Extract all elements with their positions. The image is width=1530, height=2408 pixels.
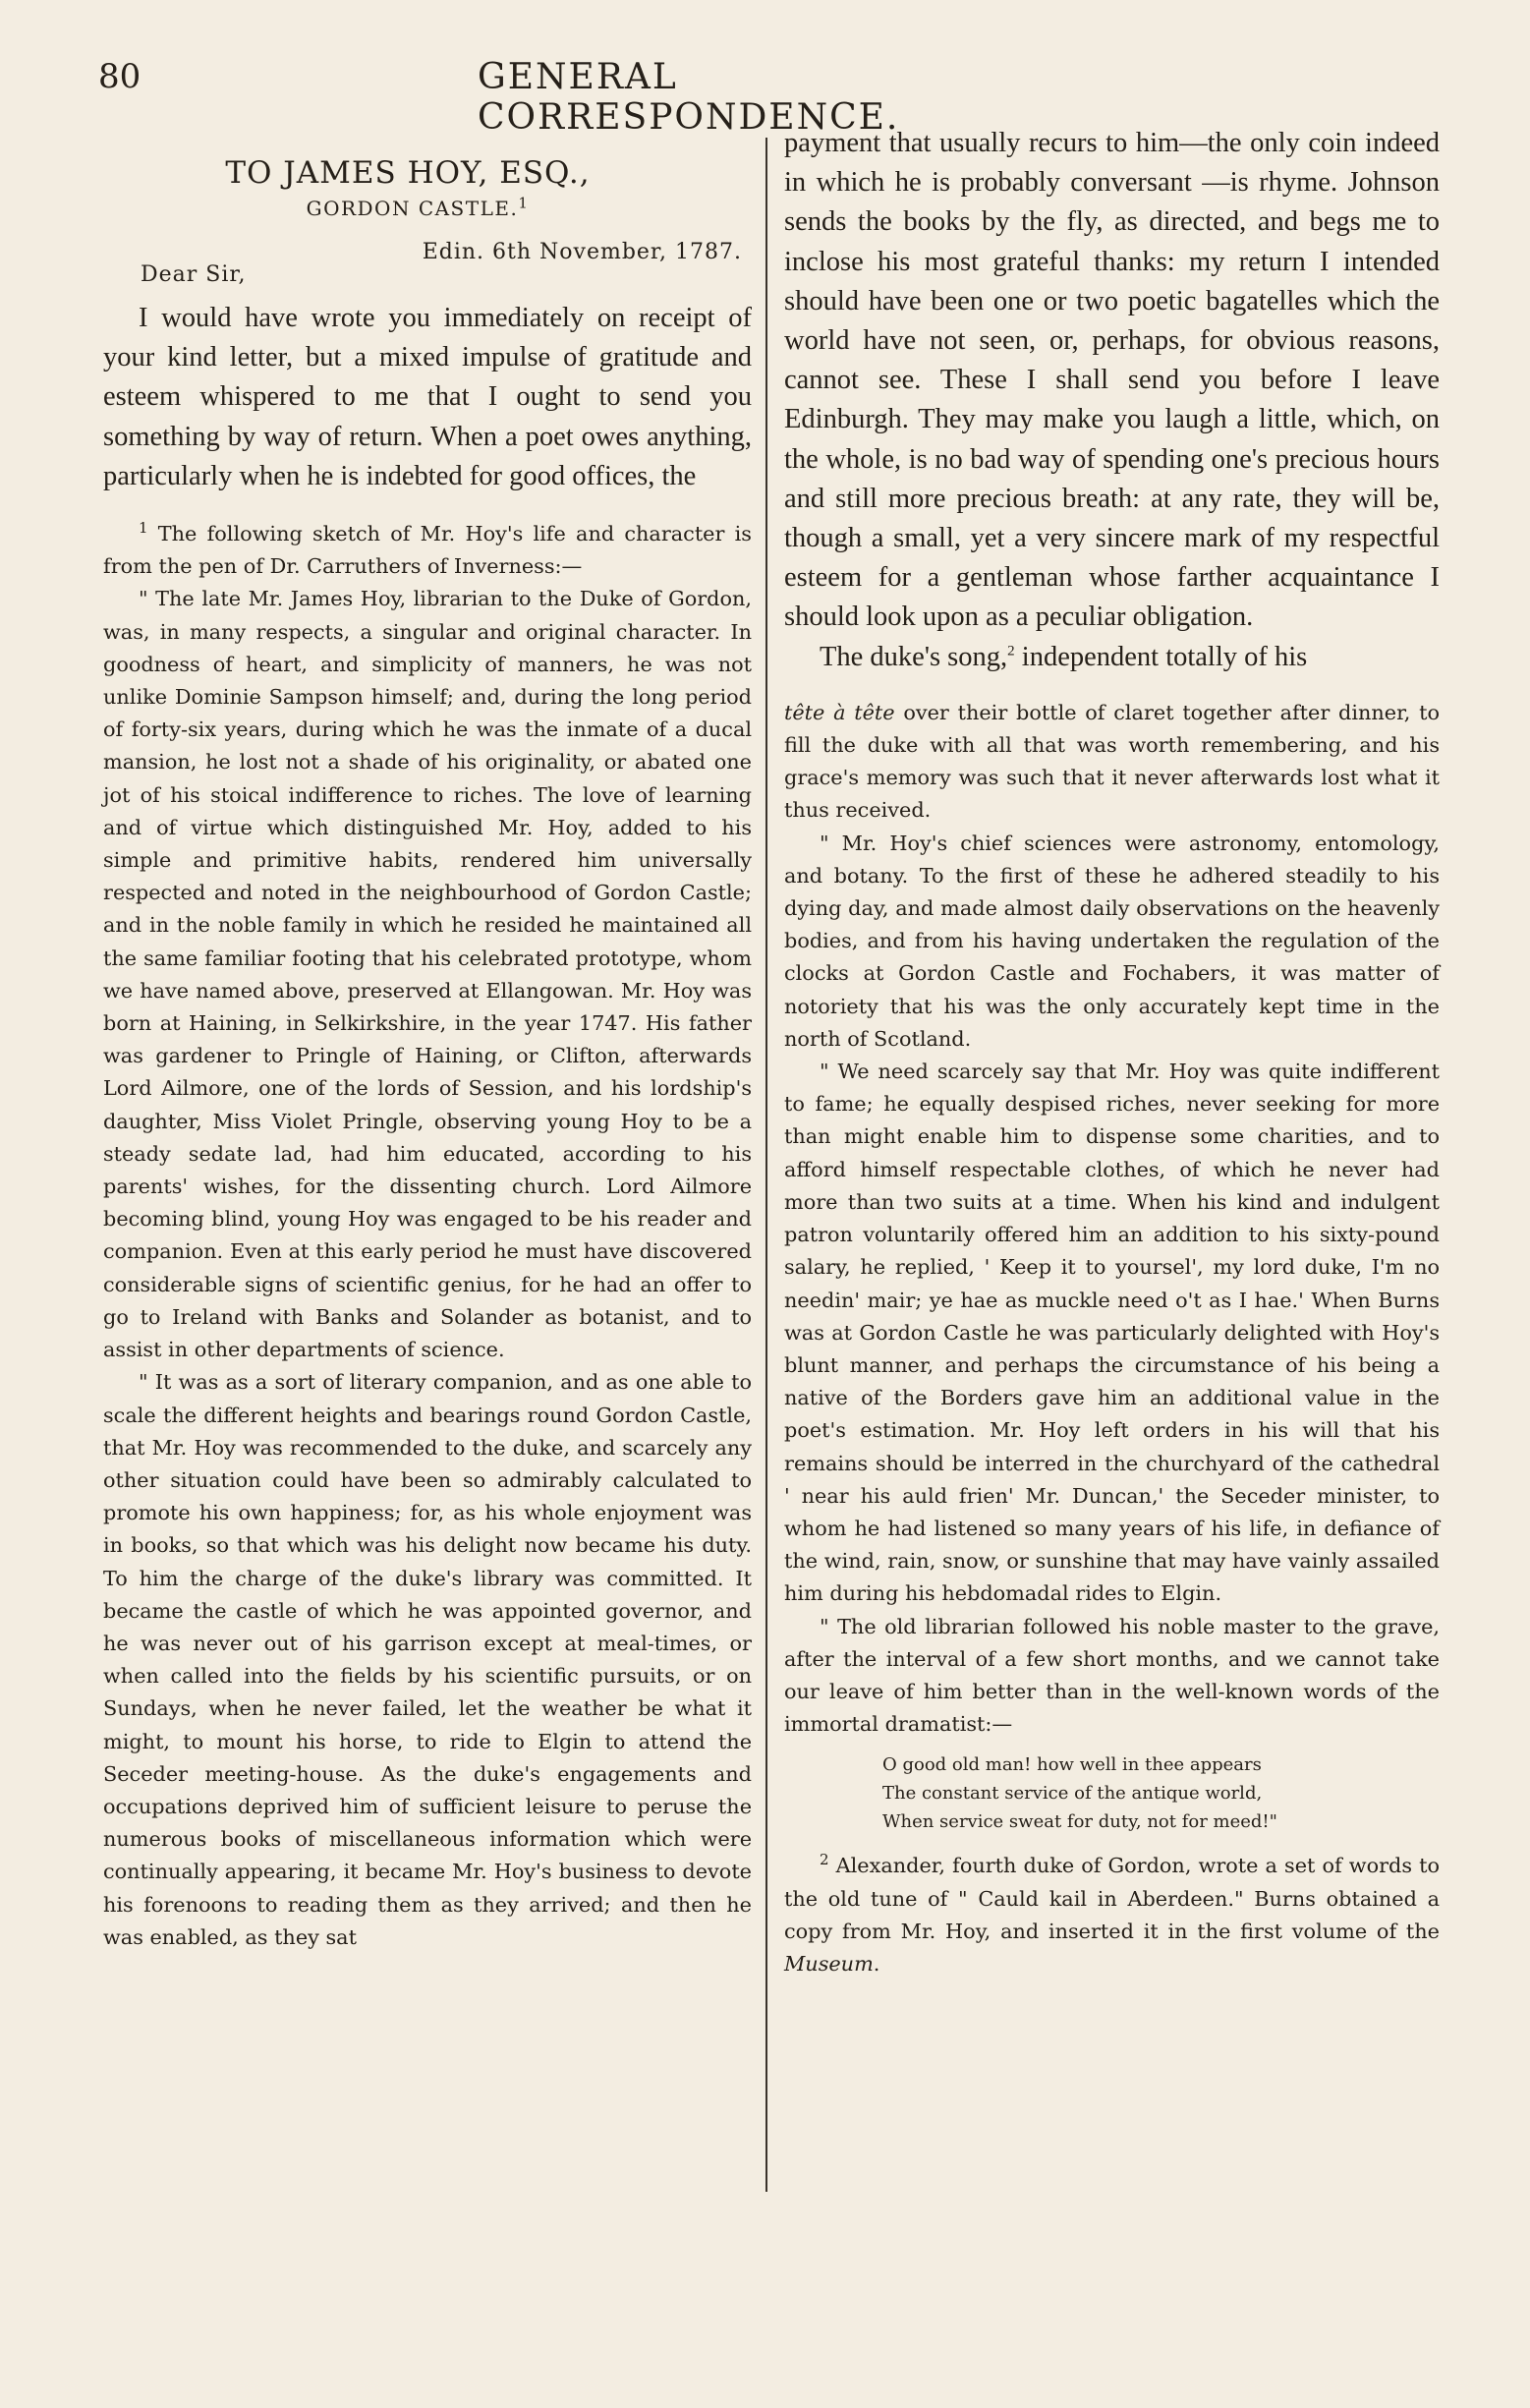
letter-dateline: Edin. 6th November, 1787. xyxy=(422,240,742,264)
page-header xyxy=(98,57,1081,138)
tete-a-tete: tête à tête xyxy=(784,700,895,724)
footnote-2 xyxy=(784,1850,1440,1980)
page-number: 80 xyxy=(98,57,142,96)
verse-line: O good old man! how well in thee appears xyxy=(882,1754,1262,1776)
footnote-2-mark: 2 xyxy=(820,1851,829,1869)
letter-title: TO JAMES HOY, ESQ., xyxy=(225,155,591,191)
left-column xyxy=(103,128,752,1954)
duke-song-text: The duke's song, xyxy=(820,641,1008,672)
letter-body-left: I would have wrote you immediately on receipt of your kind letter, but a mixed impulse of gratitude and esteem whispered to me that I ought to send you something by way of return. When a poet owes anything, particularly when he is indebted for good offices, the xyxy=(103,303,752,491)
letter-subtitle-text: GORDON CASTLE. xyxy=(306,197,519,220)
footnote-1-paragraph-2: " It was as a sort of literary companion, and as one able to scale the different heights and bearings round Gordon Castle, that Mr. Hoy was recommended to the duke, and scarcely any other situation could have been so admirably calculated to promote his own happiness; for, as his whole enjoyment was in books, so that which was his delight now became his duty. To him the charge of the duke's library was committed. It became the castle of which he was appointed governor, and he was never out of his garrison except at meal-times, or when called into the fields by his scientific pursuits, or on Sundays, when he never failed, let the weather be what it might, to mount his horse, to ride to Elgin to attend the Seceder meeting-house. As the duke's engagements and occupations deprived him of sufficient leisure to peruse the numerous books of miscellaneous information which were continually appearing, it became Mr. Hoy's business to devote his forenoons to reading them as they arrived; and then he was enabled, as they sat xyxy=(103,1370,752,1949)
letter-body-right: payment that usually recurs to him—the only coin indeed in which he is probably conversant —is rhyme. Johnson sends the books by the fly, as directed, and begs me to inclose his most grateful thanks: my return I intended should have been one or two poetic bagatelles which the world have not seen, or, perhaps, for obvious reasons, cannot see. These I shall send you before I leave Edinburgh. They may make you laugh a little, which, on the whole, is no bad way of spending one's precious hours and still more precious breath: at any rate, they will be, though a small, yet a very sincere mark of my respectful esteem for a gentleman whose farther acquaintance I should look upon as a peculiar obligation. xyxy=(784,128,1440,633)
footnote-1-intro-text: The following sketch of Mr. Hoy's life and character is from the pen of Dr. Carruthers of Inverness:— xyxy=(103,522,752,579)
footnote-1-paragraph-1: " The late Mr. James Hoy, librarian to the Duke of Gordon, was, in many respects, a singular and original character. In goodness of heart, and simplicity of manners, he was not unlike Dominie Sampson himself; and, during the long period of forty-six years, during which he was the inmate of a ducal mansion, he lost not a shade of his originality, or abated one jot of his stoical indifference to riches. The love of learning and of virtue which distinguished Mr. Hoy, added to his simple and primitive habits, rendered him universally respected and noted in the neighbourhood of Gordon Castle; and in the noble family in which he resided he maintained all the same familiar footing that his celebrated prototype, whom we have named above, preserved at Ellangowan. Mr. Hoy was born at Haining, in Selkirkshire, in the year 1747. His father was gardener to Pringle of Haining, or Clifton, afterwards Lord Ailmore, one of the lords of Session, and his lordship's daughter, Miss Violet Pringle, observing young Hoy to be a steady sedate lad, had him educated, according to his parents' wishes, for the dissenting church. Lord Ailmore becoming blind, young Hoy was engaged to be his reader and companion. Even at this early period he must have discovered considerable signs of scientific genius, for he had an offer to go to Ireland with Banks and Solander as botanist, and to assist in other departments of science. xyxy=(103,587,752,1362)
right-column xyxy=(784,124,1440,1980)
verse-line: When service sweat for duty, not for meed!" xyxy=(882,1811,1277,1833)
museum-title: Museum xyxy=(784,1951,874,1976)
column-divider xyxy=(765,138,767,2192)
letter-salutation: Dear Sir, xyxy=(141,262,247,287)
letter-body-right-2 xyxy=(784,638,1440,677)
footnote-1-intro xyxy=(103,518,752,583)
running-title: GENERAL CORRESPONDENCE. xyxy=(478,57,900,138)
footnote-1-paragraph-5: " The old librarian followed his noble master to the grave, after the interval of a few short months, and we cannot take our leave of him better than in the well-known words of the immortal dramatist:— xyxy=(784,1614,1440,1737)
footnote-2-end: . xyxy=(873,1951,880,1976)
footnote-marker-1: 1 xyxy=(518,194,530,212)
footnote-1-continuation xyxy=(784,697,1440,828)
footnote-marker-2: 2 xyxy=(1007,643,1015,659)
footnote-1-mark: 1 xyxy=(139,519,148,538)
letter-subtitle xyxy=(103,194,752,220)
footnote-1-paragraph-4: " We need scarcely say that Mr. Hoy was quite indifferent to fame; he equally despised riches, never seeking for more than might enable him to dispense some charities, and to afford himself respectable clothes, of which he never had more than two suits at a time. When his kind and indulgent patron voluntarily offered him an addition to his sixty-pound salary, he replied, ' Keep it to yoursel', my lord duke, I'm no needin' mair; ye hae as muckle need o't as I hae.' When Burns was at Gordon Castle he was particularly delighted with Hoy's blunt manner, and perhaps the circumstance of his being a native of the Borders gave him an additional value in the poet's estimation. Mr. Hoy left orders in his will that his remains should be interred in the churchyard of the cathedral ' near his auld frien' Mr. Duncan,' the Seceder minister, to whom he had listened so many years of his life, in defiance of the wind, rain, snow, or sunshine that may have vainly assailed him during his hebdomadal rides to Elgin. xyxy=(784,1060,1440,1606)
duke-song-text-cont: independent totally of his xyxy=(1014,641,1308,672)
footnote-1-continuation-text: over their bottle of claret together after dinner, to fill the duke with all that was worth remembering, and his grace's memory was such that it never afterwards lost what it thus received. xyxy=(784,700,1440,823)
footnote-2-text: Alexander, fourth duke of Gordon, wrote a set of words to the old tune of " Cauld kail in Aberdeen." Burns obtained a copy from Mr. Hoy, and inserted it in the first volume of the xyxy=(784,1854,1440,1943)
verse-quotation xyxy=(882,1750,1440,1836)
footnote-1-paragraph-3: " Mr. Hoy's chief sciences were astronomy, entomology, and botany. To the first of these he adhered steadily to his dying day, and made almost daily observations on the heavenly bodies, and from his having undertaken the regulation of the clocks at Gordon Castle and Fochabers, it was matter of notoriety that his was the only accurately kept time in the north of Scotland. xyxy=(784,831,1440,1051)
verse-line: The constant service of the antique world, xyxy=(882,1783,1263,1805)
